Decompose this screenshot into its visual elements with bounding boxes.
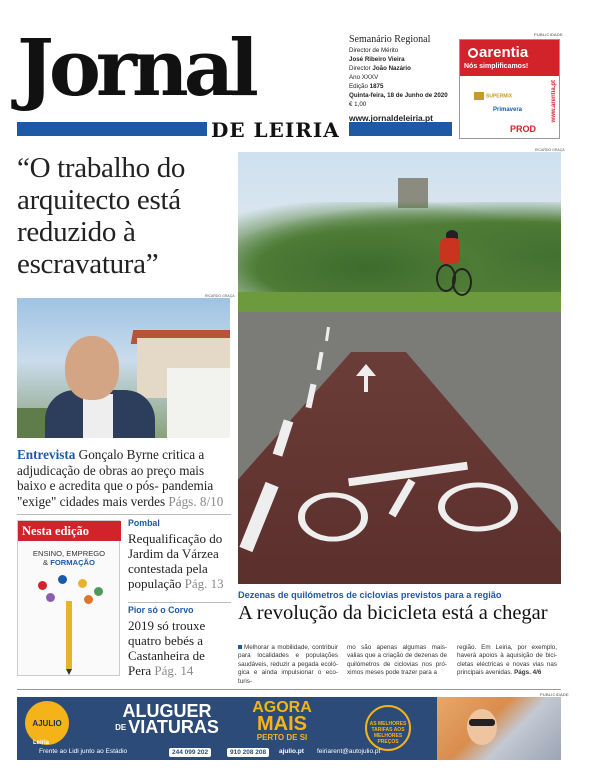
main-story-col1 (238, 644, 338, 686)
ad-de: DE (115, 723, 127, 732)
ad-slogan: Nós simplificamos! (464, 63, 529, 70)
ad-brand-text: arentia (479, 44, 529, 61)
ad-perto: PERTO DE SI (256, 733, 308, 742)
ad-site: www.arentia.pt (551, 80, 557, 123)
main-story-headline[interactable]: A revolução da bicicleta está a chegar (238, 602, 548, 624)
cyclist-torso (440, 238, 460, 264)
ad-brand: AJULIO (32, 719, 62, 728)
photo-goncalo-byrne[interactable] (17, 298, 230, 438)
issue-date: Quinta-feira, 18 de Junho de 2020 (349, 92, 448, 99)
ad-label: PUBLICIDADE (540, 692, 569, 697)
interview-pages: Págs. 8/10 (168, 493, 224, 509)
decor-dot-icon (38, 581, 47, 590)
decor-dot-icon (78, 579, 87, 588)
ad-city: Leiria (33, 740, 50, 746)
photo-cyclist (438, 230, 468, 290)
bicycle-wheel-icon (298, 493, 368, 542)
main-story-col2: mo são apenas algumas mais-valias que a criação de dezenas de quilómetros de ciclovias nos pró- ximos meses pode trazer para a (347, 644, 447, 677)
logo-jornal[interactable]: Jornal (17, 23, 254, 114)
ad-aluguer (107, 703, 227, 736)
ad-address: Frente ao Lidl junto ao Estádio (39, 748, 128, 755)
ad-phone1[interactable]: 244 099 202 (169, 748, 211, 757)
divider (17, 689, 561, 690)
logo-de-leiria[interactable]: DE LEIRIA (211, 118, 340, 142)
interview-quote-headline[interactable]: “O trabalho do arquitecto está reduzido à escravatura” (17, 152, 186, 280)
story-pombal[interactable] (128, 518, 231, 591)
interview-kicker: Entrevista (17, 447, 76, 462)
ad-partner-primavera: Primavera (493, 107, 523, 113)
ad-partner-supermix-text: SUPERMIX (486, 93, 513, 100)
director-label: Director (349, 65, 371, 72)
nesta-edicao-title: Nesta edição (18, 521, 121, 541)
ad-footer (17, 743, 437, 760)
photo-credit-byrne: RICARDO GRAÇA (205, 294, 235, 298)
ad-site[interactable]: ajulio.pt (279, 748, 304, 755)
story-pombal-kicker: Pombal (128, 518, 160, 528)
photo-cycle-lane[interactable] (238, 152, 561, 584)
bicycle-wheel-icon (438, 483, 518, 532)
director: João Nazário (372, 65, 411, 72)
ad-label: PUBLICIDADE (534, 32, 563, 37)
bottom-ad-ajulio[interactable] (17, 697, 561, 760)
pencil-icon (66, 601, 72, 669)
ad-email[interactable]: feiriarent@autojulio.pt (317, 748, 381, 755)
ad-photo-woman (437, 697, 561, 760)
logo-blue-bar-right (349, 122, 452, 136)
director-merito-label: Director de Mérito (349, 47, 399, 54)
supermix-logo-icon (474, 92, 484, 100)
story-corvo-text: 2019 só trouxe quatro bebés a Castanheira de Pera (128, 618, 206, 678)
interview-text: Gonçalo Byrne critica a adjudicação de obras ao preço mais baixo e acredita que o pós- pandemia "exige" cidades mais verdes (17, 447, 214, 509)
main-story-col3 (457, 644, 557, 678)
photo-head (65, 336, 119, 400)
ad-agora-mais (232, 700, 332, 742)
tagline: Semanário Regional (349, 34, 431, 45)
website-link[interactable]: www.jornaldeleiria.pt (349, 113, 433, 123)
main-story-col3-text: região. Em Leiria, por exemplo, haverá apoios à aquisição de bici- cletas eléctricas e novas vias nas principais avenidas. (457, 644, 557, 677)
story-pombal-text: Requalificação do Jardim da Várzea contestada pela população (128, 531, 223, 591)
ad-aluguer-line1: ALUGUER (122, 701, 212, 721)
masthead-info (349, 34, 454, 123)
story-pombal-pages: Pág. 13 (184, 576, 224, 591)
ad-agora: AGORA (252, 699, 312, 716)
ad-brand (468, 44, 528, 61)
ad-seal: AS MELHORES TARIFAS AOS MELHORES PREÇOS (365, 705, 411, 751)
photo-building-white (167, 368, 230, 438)
edition-label: Edição (349, 83, 368, 90)
lane-arrow-stem-icon (364, 374, 368, 392)
ad-photo-face (467, 709, 497, 745)
ad-partner-supermix (474, 92, 512, 100)
divider (128, 602, 231, 603)
supplement-line1: ENSINO, EMPREGO (32, 549, 106, 558)
pencil-tip-icon (66, 669, 72, 675)
photo-shirt (83, 394, 113, 438)
supplement-ampersand: & (43, 558, 51, 567)
top-ad-arentia[interactable] (459, 39, 560, 139)
story-start-icon (238, 645, 242, 649)
decor-dot-icon (58, 575, 67, 584)
lane-arrow-head-icon (356, 364, 376, 376)
decor-dot-icon (46, 593, 55, 602)
photo-credit-main: RICARDO GRAÇA (535, 148, 565, 152)
edition-number: 1875 (369, 83, 384, 90)
decor-dot-icon (94, 587, 103, 596)
story-corvo[interactable] (128, 605, 231, 678)
arentia-logo-icon (468, 48, 478, 58)
decor-dot-icon (84, 595, 93, 604)
main-story-col1-text: Melhorar a mobilidade, contribuir para localidades e populações saudáveis, reduzir a pegada ecoló- gica e ainda impulsionar o eco-turis- (238, 644, 338, 685)
ad-phone2[interactable]: 910 208 208 (227, 748, 269, 757)
logo-blue-bar (17, 122, 207, 136)
ad-partner-prod: PROD (510, 124, 537, 134)
supplement-line2: FORMAÇÃO (50, 558, 95, 567)
director-merito: José Ribeiro Vieira (349, 56, 405, 63)
nesta-edicao-box[interactable] (17, 520, 120, 676)
main-story-kicker: Dezenas de quilómetros de ciclovias previstos para a região (238, 590, 502, 600)
story-corvo-pages: Pág. 14 (154, 663, 194, 678)
divider (17, 514, 231, 515)
supplement-title (24, 549, 114, 567)
ad-viaturas: VIATURAS (128, 717, 219, 737)
story-corvo-kicker: Pior só o Corvo (128, 605, 194, 615)
cyclist-wheel-icon (452, 268, 472, 296)
price: € 1,00 (349, 101, 367, 108)
ad-mais: MAIS (257, 713, 307, 735)
main-story-pages: Págs. 4/6 (514, 669, 542, 677)
year: Ano XXXV (349, 74, 379, 81)
sunglasses-icon (469, 719, 495, 726)
interview-teaser[interactable] (17, 447, 232, 509)
